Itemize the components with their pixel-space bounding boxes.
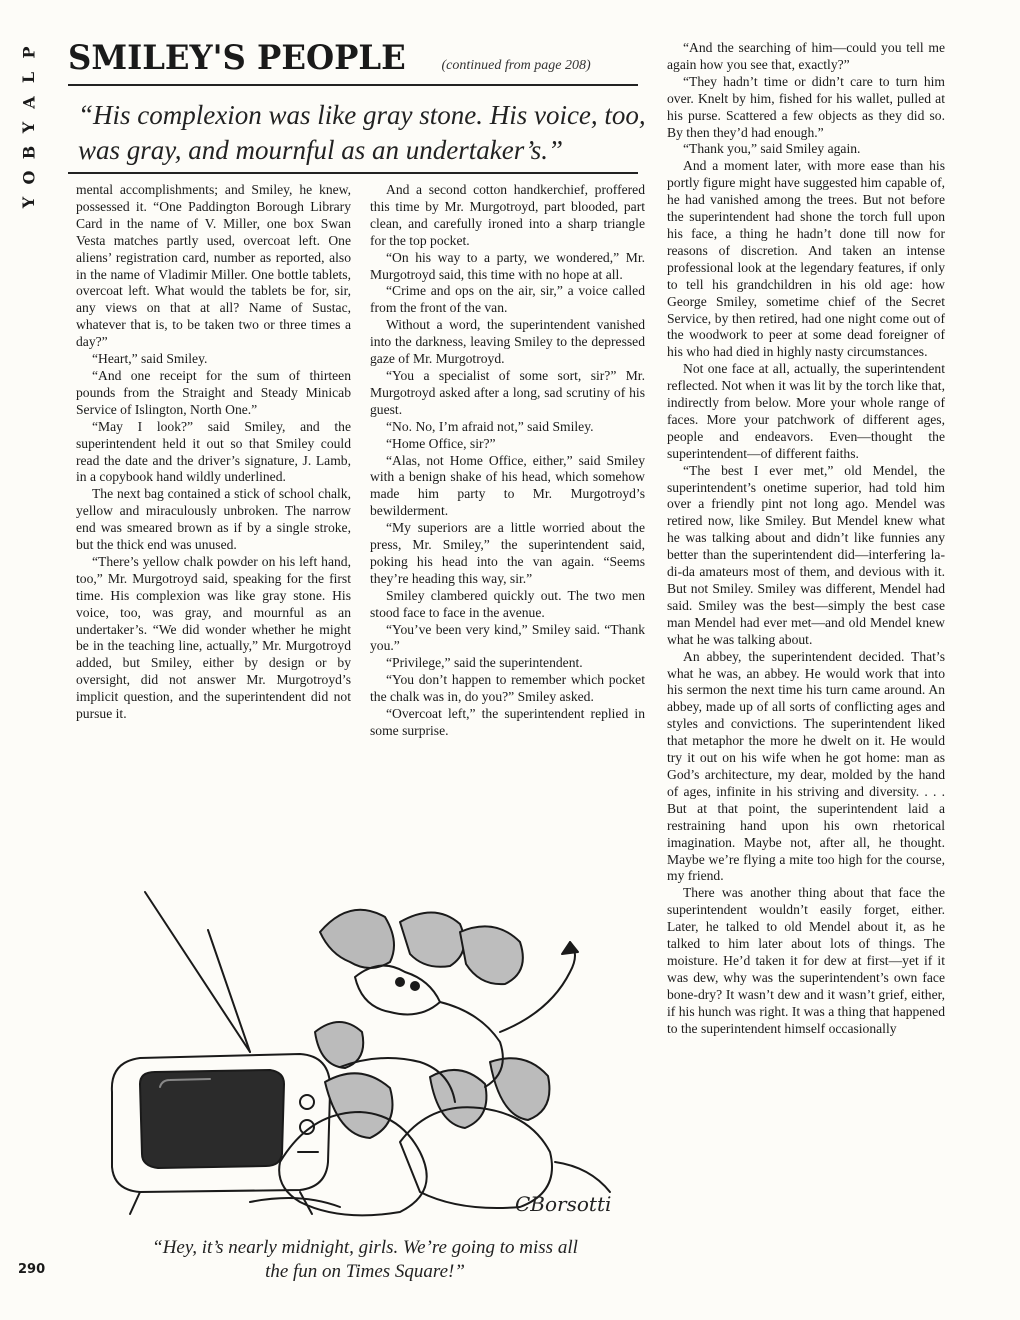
text-column-3 (667, 40, 945, 1037)
paragraph: There was another thing about that face the superintendent wouldn’t easily forget, either. Later, he talked to old Mendel about it, as he talked to him later about lots of things. The moisture. He’d taken it for dew at first—yet if it was dew, why was the superintendent’s own face bone-dry? It wasn’t dew and it wasn’t grief, either, if his hunch was right. It was a thing that happened to the superintendent himself occasionally (667, 885, 945, 1036)
mag-letter: B (19, 145, 39, 160)
artist-signature: CBorsotti (515, 1192, 612, 1216)
paragraph: “You don’t happen to remember which pocket the chalk was in, do you?” Smiley asked. (370, 672, 645, 705)
header-rule (68, 84, 638, 86)
paragraph: An abbey, the superintendent decided. That’s what he was, an abbey. He would work that into his sermon the next time his turn came around. An abbey, made up of all sorts of conflicting ages and styles and convictions. The superintendent liked that metaphor the more he dwelt on it. He would try it out on his wife when he got home: man as God’s architecture, my dear, molded by the hand of ages, infinite in his striving and diversity. . . . But at that point, the superintendent laid a restraining hand upon his own rhetorical imagination. Maybe not, after all, he thought. Maybe we’re flying a mite too high for the course, my friend. (667, 648, 945, 884)
paragraph: The next bag contained a stick of school chalk, yellow and miraculously unbroken. The narrow end was smeared brown as if by a single stroke, but the thick end was unused. (76, 486, 351, 553)
paragraph: “Heart,” said Smiley. (92, 351, 208, 367)
paragraph: “The best I ever met,” old Mendel, the superintendent’s onetime superior, had told him over a friendly pint not long ago. Mendel was retired now, like Smiley. But Mendel knew what he was talking about and didn’t like funnies any better than the superintendent did—interfering la-di-da amateurs most of them, and devious with it. But not Smiley. Smiley was different, Mendel had said. Smiley was the best—simply the best case man Mendel had ever met—and old Mendel knew what he was talking about. (667, 462, 945, 647)
paragraph: “And one receipt for the sum of thirteen pounds from the Straight and Steady Minicab Service of Islington, North One.” (76, 367, 351, 417)
text-column-2 (370, 182, 645, 740)
paragraph: “May I look?” said Smiley, and the superintendent held it out so that Smiley could read the date and the driver’s signature, J. Lamb, in a copybook hand wildly underlined. (76, 418, 351, 485)
paragraph: “My superiors are a little worried about the press, Mr. Smiley,” the superintendent said, poking his head into the van again. “Seems they’re heading this way, sir.” (370, 520, 645, 586)
mag-letter: A (19, 96, 39, 109)
paragraph: “On his way to a party, we wondered,” Mr. Murgotroyd said, this time with no hope at all. (370, 249, 645, 282)
pull-quote: “His complexion was like gray stone. His voice, too, was gray, and mournful as an undertaker’s.” (78, 100, 646, 165)
mag-letter: Y (19, 121, 39, 134)
paragraph: “No. No, I’m afraid not,” said Smiley. (386, 418, 594, 434)
page-number: 290 (18, 1262, 46, 1277)
paragraph: “Crime and ops on the air, sir,” a voice called from the front of the van. (370, 283, 645, 316)
paragraph: Without a word, the superintendent vanished into the darkness, leaving Smiley to the depressed gaze of Mr. Murgotroyd. (370, 317, 645, 367)
cartoon-caption: “Hey, it’s nearly midnight, girls. We’re going to miss all the fun on Times Square!” (152, 1237, 578, 1282)
article-title: SMILEY'S PEOPLE (68, 38, 406, 78)
paragraph: “They hadn’t time or didn’t care to turn him over. Knelt by him, fished for his wallet, pulled at his purse. Scattered a few objects as they did so. By then they’d had enough.” (667, 73, 945, 140)
paragraph: Not one face at all, actually, the superintendent reflected. Not when it was lit by the torch like that, indirectly from below. More your whole range of faces. More your patchwork of different ages, people and endeavors. Even—thought the superintendent—of different faiths. (667, 361, 945, 461)
paragraph: mental accomplishments; and Smiley, he knew, possessed it. “One Paddington Borough Library Card in the name of V. Miller, one box Swan Vesta matches partly used, overcoat left. One aliens’ registration card, number as reported, also in the name of Vladimir Miller. One bottle tablets, overcoat left. What would the tablets be for, sir, any views on that at all? Name of Sustac, whatever that is, to be taken two or three times a day?” (76, 182, 351, 350)
magazine-name-vertical (12, 40, 46, 215)
paragraph: “And the searching of him—could you tell me again how you see that, exactly?” (667, 40, 945, 72)
mag-letter: Y (19, 196, 39, 209)
pullquote-rule (68, 172, 638, 174)
cartoon-illustration (100, 862, 640, 1232)
paragraph: Smiley clambered quickly out. The two men stood face to face in the avenue. (370, 587, 645, 620)
paragraph: “Privilege,” said the superintendent. (386, 655, 583, 671)
paragraph: “You’ve been very kind,” Smiley said. “Thank you.” (370, 621, 645, 654)
paragraph: “You a specialist of some sort, sir?” Mr. Murgotroyd asked after a long, sad scrutiny of his guest. (370, 367, 645, 417)
mag-letter: P (19, 46, 39, 59)
paragraph: And a second cotton handkerchief, proffered this time by Mr. Murgotroyd, part blooded, part clean, and carefully ironed into a sharp triangle for the top pocket. (370, 182, 645, 248)
text-column-1 (76, 182, 351, 723)
continued-note: (continued from page 208) (441, 58, 591, 73)
mag-letter: L (19, 71, 39, 84)
paragraph: “There’s yellow chalk powder on his left hand, too,” Mr. Murgotroyd said, speaking for the first time. His complexion was like gray stone. His voice, too, was gray, and mournful as an undertaker’s. “We did wonder whether he might be in the teaching line, actually,” Mr. Murgotroyd added, but Smiley, either by design or by oversight, did not answer Mr. Murgotroyd’s implicit question, and the superintendent did not pursue it. (76, 553, 351, 722)
paragraph: “Alas, not Home Office, either,” said Smiley with a benign shake of his head, which somehow made him party to Mr. Murgotroyd’s bewilderment. (370, 452, 645, 519)
paragraph: And a moment later, with more ease than his portly figure might have suggested him capable of, he had vanished among the trees. But not before the superintendent had shone the torch full upon his face, a thing he hadn’t done till now for reasons of discretion. And taken an intense professional look at the legendary features, if only to tell his grandchildren in his old age: how George Smiley, sometime chief of the Secret Service, by then retired, had one night come out of the woodwork to peer at some dead foreigner of his who had died in highly nasty circumstances. (667, 158, 945, 360)
mag-letter: O (19, 170, 39, 185)
paragraph: “Thank you,” said Smiley again. (683, 141, 861, 157)
paragraph: “Overcoat left,” the superintendent replied in some surprise. (370, 706, 645, 738)
paragraph: “Home Office, sir?” (386, 435, 496, 451)
article-header (68, 38, 638, 80)
